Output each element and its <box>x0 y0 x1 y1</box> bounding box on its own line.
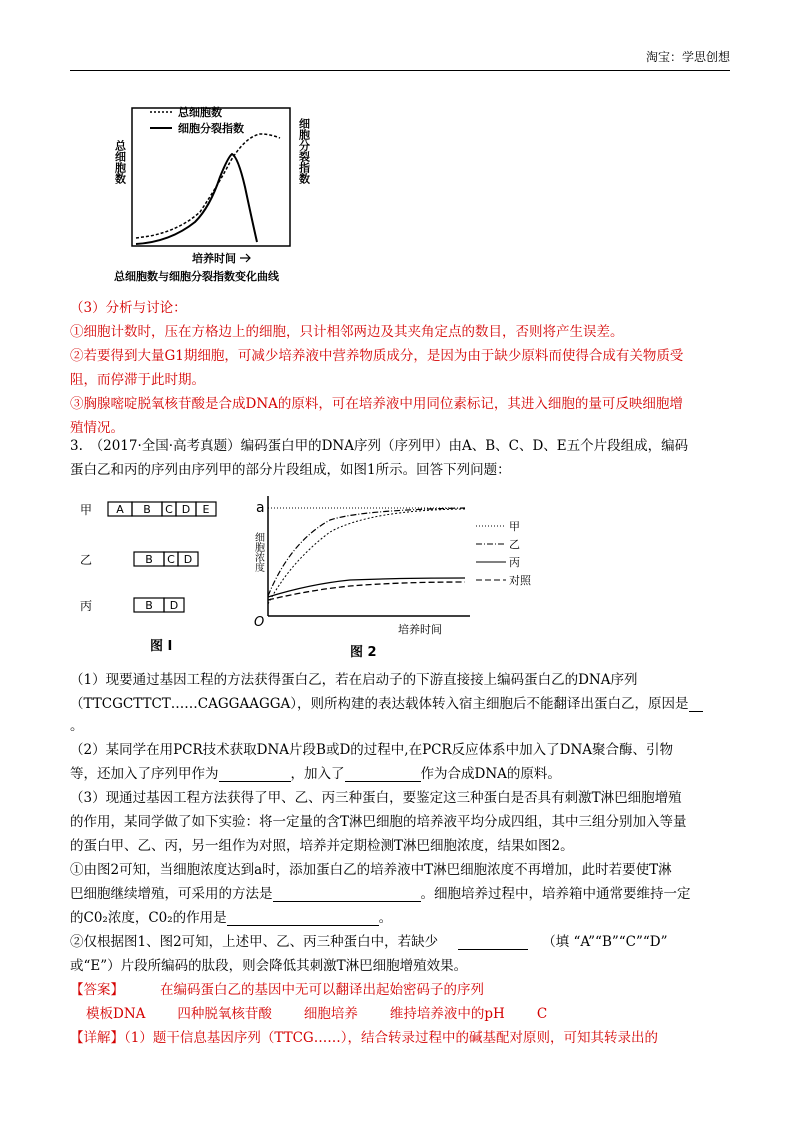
sub2-line2-wrap <box>70 762 561 782</box>
sub3-line1: （3）现通过基因工程方法获得了甲、乙、丙三种蛋白，要鉴定这三种蛋白是否具有刺激T淋巴细胞增殖 <box>70 790 682 806</box>
sub3-line7a: ②仅根据图1、图2可知，上述甲、乙、丙三种蛋白中，若缺少 <box>70 934 439 950</box>
figure2-growth <box>250 492 550 662</box>
xlabel-top: 培养时间 <box>192 252 236 265</box>
answer-3: 四种脱氧核苷酸 <box>177 1006 272 1022</box>
legend-control: 对照 <box>509 574 531 587</box>
a-label: a <box>256 500 265 516</box>
sub3-line6-wrap <box>70 906 392 926</box>
segment-label-D: D <box>169 599 179 612</box>
ylabel-left: 总细胞数 <box>113 140 127 184</box>
sub1-blank <box>689 695 703 712</box>
answer-1: 在编码蛋白乙的基因中无可以翻译出起始密码子的序列 <box>160 982 484 998</box>
page-header: 淘宝：学思创想 <box>645 50 730 64</box>
fig2-ylabel: 细胞浓度 <box>252 532 264 572</box>
sub3-line5-wrap <box>70 882 691 902</box>
row-label-bing: 丙 <box>80 599 93 613</box>
fig2-xlabel: 培养时间 <box>398 623 442 636</box>
part3-line2b: 阻，而停滞于此时期。 <box>70 372 205 388</box>
segment-label-B: B <box>145 599 153 612</box>
sub3-line4: ①由图2可知，当细胞浓度达到a时，添加蛋白乙的培养液中T淋巴细胞浓度不再增加，此时若要使T淋 <box>70 862 672 878</box>
part3-title: （3）分析与讨论： <box>70 300 187 316</box>
sub3-line3: 的蛋白甲、乙、丙，另一组作为对照，培养并定期检测T淋巴细胞浓度，结果如图2。 <box>70 838 574 854</box>
legend-jia: 甲 <box>509 520 520 533</box>
segment-label-E: E <box>202 503 210 516</box>
figure-caption-top: 总细胞数与细胞分裂指数变化曲线 <box>114 270 279 283</box>
sub2-line2b: ，加入了 <box>290 766 345 782</box>
sub2-blank2 <box>345 765 421 782</box>
answer-4: 细胞培养 <box>303 1006 358 1022</box>
detail-line <box>70 1026 658 1046</box>
sub1-line3: 。 <box>70 718 84 734</box>
cell-count-figure <box>110 102 350 287</box>
answer-label: 【答案】 <box>70 982 124 998</box>
answer-5: 维持培养液中的pH <box>389 1006 505 1022</box>
row-label-yi: 乙 <box>80 553 93 567</box>
sub3-line6a: 的C0₂浓度，C0₂的作用是 <box>70 910 227 926</box>
sub2-line2a: 等，还加入了序列甲作为 <box>70 766 219 782</box>
answer-6: C <box>536 1006 548 1022</box>
origin-label: O <box>254 615 265 630</box>
detail-text: （1）题干信息基因序列（TTCG……），结合转录过程中的碱基配对原则，可知其转录出的 <box>124 1030 658 1046</box>
answer-2: 模板DNA <box>86 1006 146 1022</box>
segment-label-C: C <box>165 503 173 516</box>
ylabel-right: 细胞分裂指数 <box>297 118 311 184</box>
segment-label-C: C <box>167 553 175 566</box>
legend-bing: 丙 <box>509 556 520 569</box>
sub1-line2: （TTCGCTTCT……CAGGAAGGA），则所构建的表达载体转入宿主细胞后不能翻译出蛋白乙，原因是 <box>70 696 689 712</box>
sub3-line2: 的作用，某同学做了如下实验：将一定量的含T淋巴细胞的培养液平均分成四组，其中三组分别加入等量 <box>70 814 687 830</box>
sub3-line7b: （填 “A”“B”“C”“D” <box>542 934 668 950</box>
segment-label-D: D <box>183 553 193 566</box>
sub2-blank1 <box>219 765 291 782</box>
part3-line1: ①细胞计数时，压在方格边上的细胞，只计相邻两边及其夹角定点的数目，否则将产生误差。 <box>70 324 624 340</box>
figure1-segments <box>78 492 248 660</box>
q3-line1: 3. （2017·全国·高考真题）编码蛋白甲的DNA序列（序列甲）由A、B、C、D、E五个片段组成，编码 <box>70 438 689 454</box>
sub3-line7-wrap <box>70 930 668 950</box>
sub3-line5a: 巴细胞继续增殖，可采用的方法是 <box>70 886 273 902</box>
answer-line1 <box>70 978 484 998</box>
part3-line3a: ③胸腺嘧啶脱氧核苷酸是合成DNA的原料，可在培养液中用同位素标记，其进入细胞的量可反映细胞增 <box>70 396 683 412</box>
segment-label-A: A <box>116 503 124 516</box>
segment-label-B: B <box>143 503 151 516</box>
sub3-blank2 <box>227 909 379 926</box>
figure2-caption: 图 2 <box>350 645 377 660</box>
sub3-line6b: 。 <box>378 910 393 926</box>
sub3-blank1 <box>273 885 421 902</box>
segment-label-B: B <box>145 553 153 566</box>
q3-line2: 蛋白乙和丙的序列由序列甲的部分片段组成，如图1所示。回答下列问题： <box>70 462 511 478</box>
sub3-line8: 或“E”）片段所编码的肽段，则会降低其刺激T淋巴细胞增殖效果。 <box>70 958 468 974</box>
detail-label: 【详解】 <box>70 1030 124 1046</box>
answer-line2 <box>86 1002 547 1022</box>
legend-yi: 乙 <box>509 538 520 551</box>
sub2-line1: （2）某同学在用PCR技术获取DNA片段B或D的过程中,在PCR反应体系中加入了DNA聚合酶、引物 <box>70 742 674 758</box>
sub2-line2c: 作为合成DNA的原料。 <box>420 766 561 782</box>
sub3-line5b: 。细胞培养过程中，培养箱中通常要维持一定 <box>420 886 691 902</box>
header-rule <box>70 70 730 71</box>
sub1-line1: （1）现要通过基因工程的方法获得蛋白乙，若在启动子的下游直接接上编码蛋白乙的DNA序列 <box>70 672 638 688</box>
part3-line2a: ②若要得到大量G1期细胞，可减少培养液中营养物质成分，是因为由于缺少原料而使得合成有关物质受 <box>70 348 684 364</box>
segment-label-D: D <box>181 503 191 516</box>
legend-division-index: 细胞分裂指数 <box>178 122 244 135</box>
row-label-jia: 甲 <box>80 503 93 517</box>
legend-total-cells: 总细胞数 <box>178 106 222 119</box>
sub1-line2-wrap <box>70 692 703 712</box>
sub3-blank3 <box>458 933 528 950</box>
part3-line3b: 殖情况。 <box>70 420 124 436</box>
figure1-caption: 图 I <box>150 639 173 654</box>
